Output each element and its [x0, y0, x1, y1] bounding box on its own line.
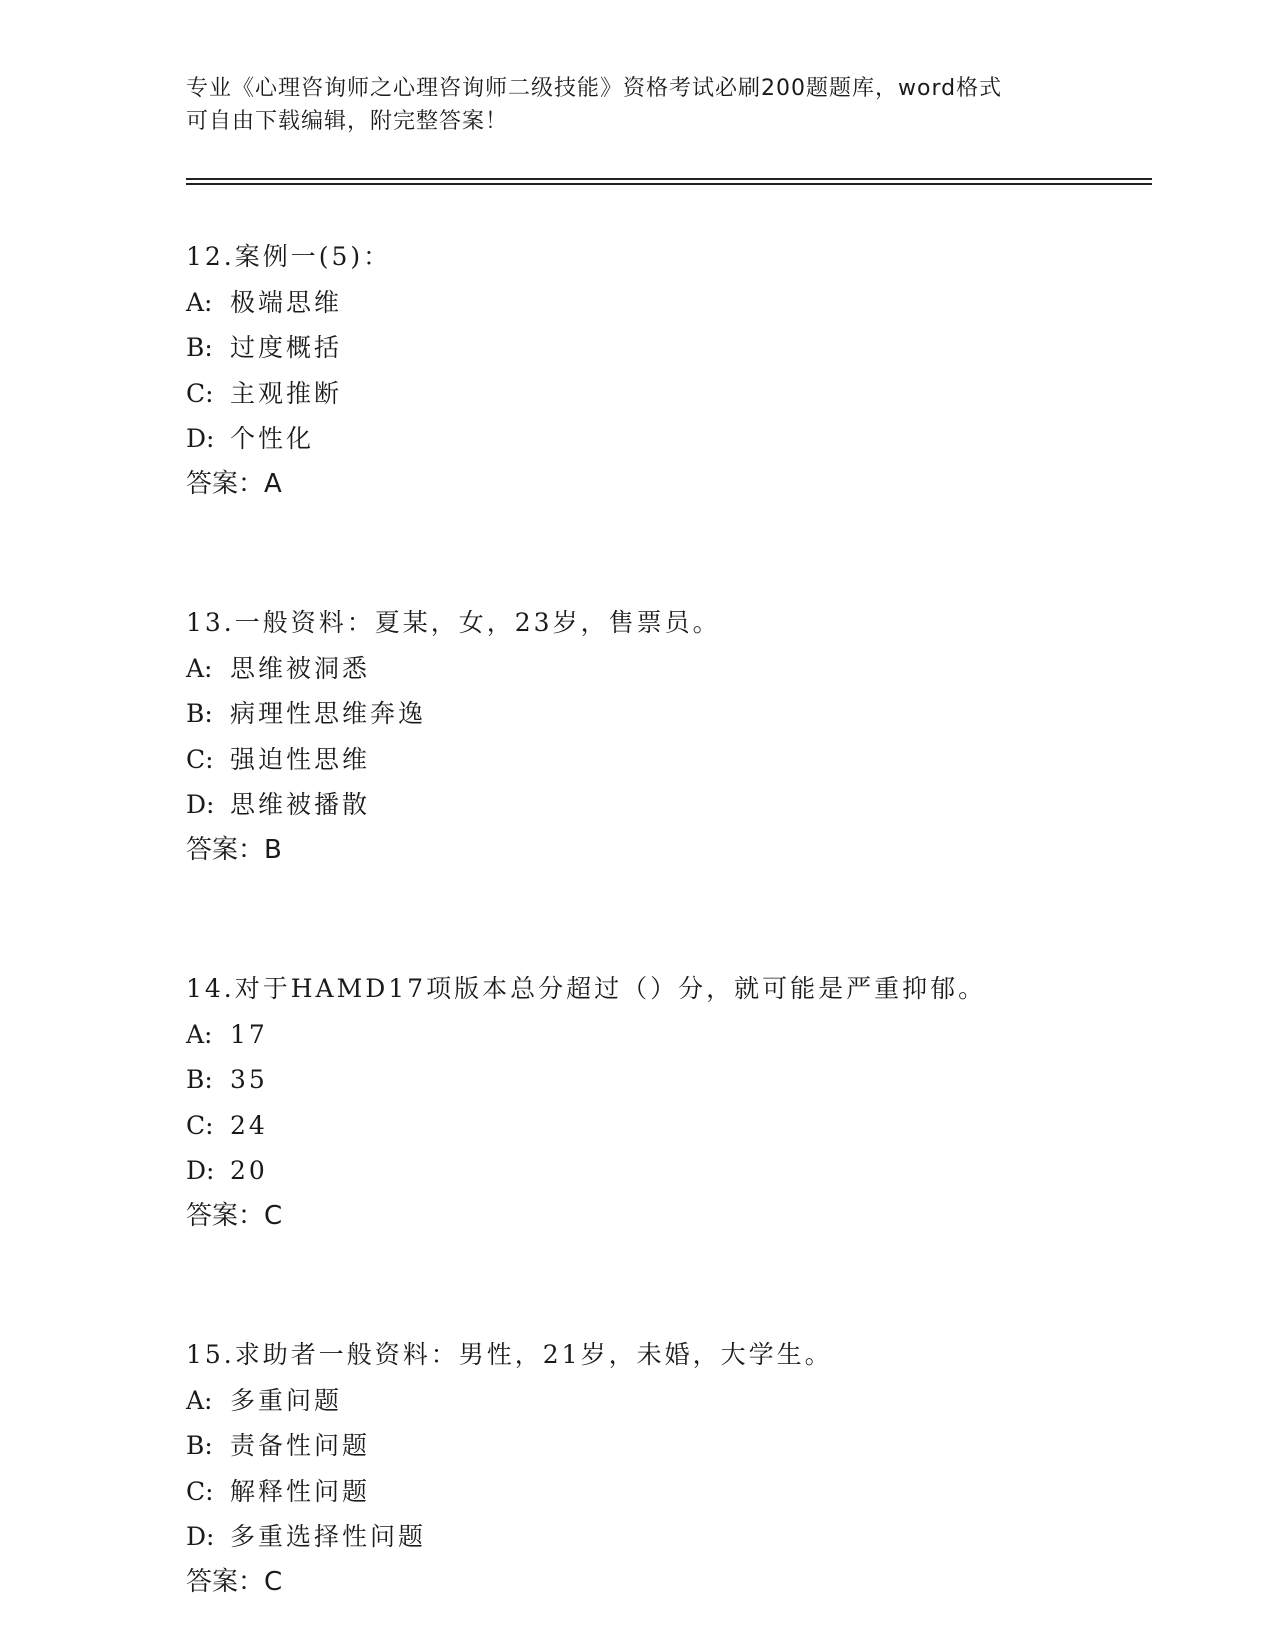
question-13	[186, 600, 1186, 873]
option-c	[186, 1469, 1186, 1515]
option-letter: C:	[186, 744, 214, 774]
option-c	[186, 737, 1186, 783]
option-letter: B:	[186, 1431, 213, 1460]
option-letter: A:	[186, 653, 213, 683]
option-letter: C:	[186, 1110, 214, 1140]
question-15	[186, 1332, 1186, 1605]
option-b	[186, 691, 1186, 737]
option-letter: A:	[186, 1385, 213, 1415]
question-14	[186, 966, 1186, 1239]
option-letter: A:	[186, 287, 213, 317]
option-c	[186, 1103, 1186, 1149]
option-letter: B:	[186, 699, 213, 728]
option-a	[186, 1378, 1186, 1424]
option-letter: B:	[186, 333, 213, 362]
question-stem: 14.对于HAMD17项版本总分超过（）分，就可能是严重抑郁。	[186, 974, 987, 1003]
option-text: 过度概括	[230, 333, 343, 362]
option-text: 多重选择性问题	[230, 1522, 427, 1551]
option-text: 主观推断	[230, 378, 343, 408]
question-stem: 12.案例一(5)：	[186, 242, 392, 271]
option-text: 责备性问题	[230, 1431, 371, 1460]
header-line-1: 专业《心理咨询师之心理咨询师二级技能》资格考试必刷200题题库，word格式	[186, 76, 1003, 101]
question-stem: 15.求助者一般资料：男性，21岁，未婚，大学生。	[186, 1340, 833, 1369]
option-letter: C:	[186, 378, 214, 408]
option-letter: B:	[186, 1065, 213, 1094]
question-list	[186, 234, 1186, 1605]
header-divider-bottom	[186, 183, 1152, 185]
option-b	[186, 1423, 1186, 1469]
question-stem: 13.一般资料：夏某，女，23岁，售票员。	[186, 608, 721, 637]
option-letter: C:	[186, 1476, 214, 1506]
answer-line: 答案：A	[186, 468, 282, 499]
option-a	[186, 1012, 1186, 1058]
option-text: 17	[230, 1019, 268, 1049]
document-header	[186, 72, 1066, 138]
option-text: 极端思维	[230, 287, 343, 317]
header-divider-top	[186, 178, 1152, 180]
option-b	[186, 325, 1186, 371]
option-letter: A:	[186, 1019, 213, 1049]
option-letter: D:	[186, 790, 215, 819]
option-c	[186, 371, 1186, 417]
option-b	[186, 1057, 1186, 1103]
option-a	[186, 280, 1186, 326]
option-a	[186, 646, 1186, 692]
option-letter: D:	[186, 424, 215, 453]
option-text: 35	[230, 1065, 268, 1094]
answer-line: 答案：C	[186, 1200, 283, 1231]
question-spacer	[186, 507, 1186, 600]
option-text: 24	[230, 1110, 268, 1140]
option-text: 解释性问题	[230, 1476, 371, 1506]
question-spacer	[186, 1239, 1186, 1332]
option-letter: D:	[186, 1522, 215, 1551]
option-text: 思维被播散	[230, 790, 371, 819]
question-12	[186, 234, 1186, 507]
option-text: 思维被洞悉	[230, 653, 371, 683]
option-text: 20	[230, 1156, 268, 1185]
option-d	[186, 416, 1186, 462]
option-text: 个性化	[230, 424, 315, 453]
option-text: 病理性思维奔逸	[230, 699, 427, 728]
header-line-2: 可自由下载编辑，附完整答案！	[186, 109, 509, 134]
option-d	[186, 782, 1186, 828]
option-text: 多重问题	[230, 1385, 343, 1415]
answer-line: 答案：C	[186, 1566, 283, 1597]
option-d	[186, 1514, 1186, 1560]
answer-line: 答案：B	[186, 834, 282, 865]
option-letter: D:	[186, 1156, 215, 1185]
question-spacer	[186, 873, 1186, 966]
option-text: 强迫性思维	[230, 744, 371, 774]
option-d	[186, 1148, 1186, 1194]
